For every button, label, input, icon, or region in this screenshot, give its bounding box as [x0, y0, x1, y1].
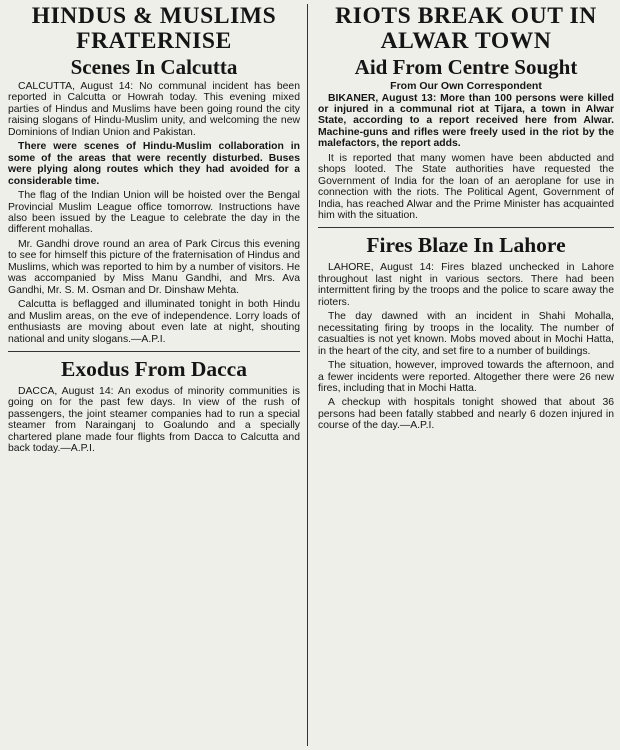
column-rule: [307, 4, 308, 746]
story-divider: [318, 227, 614, 228]
paragraph: The situation, however, improved towards the afternoon, and a fewer incidents were reported. Altogether there were 26 new fires, including that in Mochi Hatta.: [318, 360, 614, 395]
paragraph: CALCUTTA, August 14: No communal incident has been reported in Calcutta or Howrah today. This evening mixed parties of Hindus and Muslims have been going round the city raising slogans of Hindu-Muslim unity, and welcoming the new Dominions of Indian Union and Pakistan.: [8, 81, 300, 138]
paragraph: The day dawned with an incident in Shahi Mohalla, necessitating firing by troops in the locality. The number of casualties is not yet known. Mobs moved about in Mochi Hatta, in the heart of the city, and set fire to a number of buildings.: [318, 311, 614, 357]
story-calcutta: [8, 4, 300, 345]
paragraph: LAHORE, August 14: Fires blazed unchecked in Lahore throughout last night in various sectors. There had been intermittent firing by the troops and the police to scare away the rioters.: [318, 262, 614, 308]
left-column: [8, 0, 300, 750]
paragraph: The flag of the Indian Union will be hoisted over the Bengal Provincial Muslim League office tomorrow. Instructions have also been issued by the League to celebrate the day in the different mohallas.: [8, 190, 300, 236]
story-dacca: [8, 356, 300, 455]
story-alwar: [318, 4, 614, 221]
paragraph: DACCA, August 14: An exodus of minority communities is going on for the past few days. In view of the rush of passengers, the joint steamer companies had to run a special steamer from Narainganj to Goalundo and a specially chartered plane made four flights from Dacca to Calcutta and back today.—A.P.I.: [8, 385, 300, 455]
paragraph: It is reported that many women have been abducted and shops looted. The State authorities have requested the Government of India for the loan of an aeroplane for use in connection with the riots. The Political Agent, Government of India, has reached Alwar and the Prime Minister has acquainted him with the situation.: [318, 152, 614, 222]
subhead-aid-centre: Aid From Centre Sought: [354, 55, 578, 79]
byline: From Our Own Correspondent: [390, 80, 542, 92]
paragraph: There were scenes of Hindu-Muslim collaboration in some of the areas that were recently disturbed. Buses were plying along routes which they had avoided for a considerable time.: [8, 141, 300, 187]
headline-hindus-muslims: HINDUS & MUSLIMS FRATERNISE: [31, 3, 277, 54]
paragraph: Calcutta is beflagged and illuminated tonight in both Hindu and Muslim areas, on the eve of independence. Lorry loads of enthusiasts are moving about even late at night, shouting national and unity slogans.—A.P.I.: [8, 299, 300, 345]
headline-fires-lahore: Fires Blaze In Lahore: [366, 233, 566, 258]
paragraph: Mr. Gandhi drove round an area of Park Circus this evening to see for himself this picture of the fraternisation of Hindus and Muslims, which was reported to him by a number of visitors. He was accompanied by Miss Manu Gandhi, and Mrs. Ava Gandhi, Mr. S. M. Osman and Dr. Dinshaw Mehta.: [8, 238, 300, 296]
headline-exodus-dacca: Exodus From Dacca: [61, 356, 247, 381]
subhead-calcutta: Scenes In Calcutta: [70, 55, 238, 79]
right-column: [318, 0, 614, 750]
headline-riots-alwar: RIOTS BREAK OUT IN ALWAR TOWN: [335, 3, 597, 54]
story-divider: [8, 351, 300, 352]
story-lahore: [318, 232, 614, 431]
paragraph: A checkup with hospitals tonight showed that about 36 persons had been fatally stabbed and nearly 6 dozen injured in course of the day.—A.P.I.: [318, 397, 614, 432]
paragraph: BIKANER, August 13: More than 100 persons were killed or injured in a communal riot at Tijara, a town in Alwar State, according to a report received here from Alwar. Machine-guns and rifles were freely used in the riot by the malefactors, the report adds.: [318, 92, 614, 150]
